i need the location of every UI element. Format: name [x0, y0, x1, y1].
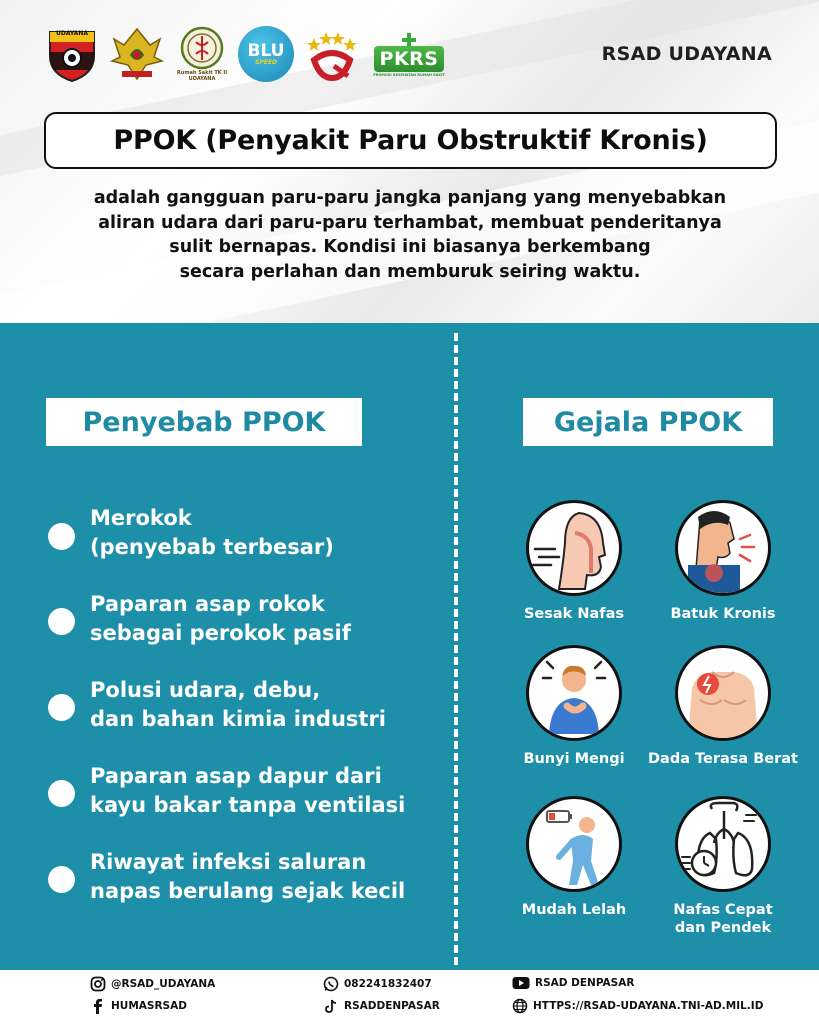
cause-line: (penyebab terbesar): [90, 535, 334, 559]
symptom-label: Bunyi Mengi: [523, 751, 625, 767]
whatsapp-icon: [323, 976, 339, 992]
intro-text: [40, 186, 780, 284]
symptom-label: Nafas Cepat: [673, 902, 773, 918]
lungs-stopwatch-icon: [675, 796, 771, 892]
cause-line: sebagai perokok pasif: [90, 621, 351, 645]
cause-item: [48, 762, 448, 822]
chest-pain-icon: [675, 645, 771, 741]
bullet-dot: [48, 608, 75, 635]
cause-line: napas berulang sejak kecil: [90, 879, 406, 903]
page-title: PPOK (Penyakit Paru Obstruktif Kronis): [113, 125, 708, 156]
instagram-handle: @RSAD_UDAYANA: [111, 978, 216, 990]
bullet-dot: [48, 523, 75, 550]
symptom-label: Sesak Nafas: [523, 606, 625, 622]
pkrs-logo: [370, 25, 448, 83]
footer-instagram[interactable]: [90, 976, 215, 992]
symptom-item: [489, 796, 659, 919]
bullet-dot: [48, 694, 75, 721]
intro-line: aliran udara dari paru-paru terhambat, membuat penderitanya: [98, 212, 722, 233]
youtube-icon: [512, 976, 530, 990]
symptom-label: Batuk Kronis: [670, 606, 776, 622]
symptom-item: [638, 796, 808, 937]
pkrs-subtext: PROMOSI KESEHATAN RUMAH SAKIT: [373, 72, 445, 77]
symptoms-heading-text: Gejala PPOK: [553, 406, 743, 438]
cause-item: [48, 590, 448, 650]
intro-line: secara perlahan dan memburuk seiring waktu.: [179, 261, 641, 282]
army-emblem-logo: [108, 25, 166, 83]
intro-line: sulit bernapas. Kondisi ini biasanya berkembang: [169, 237, 651, 257]
cause-line: Paparan asap rokok: [90, 592, 325, 616]
causes-heading: [46, 398, 362, 446]
coughing-icon: [675, 500, 771, 596]
symptom-item: [489, 500, 659, 623]
website-url: HTTPS://RSAD-UDAYANA.TNI-AD.MIL.ID: [533, 1000, 764, 1012]
instagram-icon: [90, 976, 106, 992]
blu-speed-logo: [238, 26, 294, 82]
footer-youtube[interactable]: [512, 976, 634, 990]
title-box: [44, 112, 777, 169]
hospital-emblem-text: Rumah Sakit TK II UDAYANA: [176, 70, 228, 82]
causes-heading-text: Penyebab PPOK: [82, 406, 326, 438]
cause-item: [48, 848, 448, 908]
blu-subtext: SPEED: [255, 58, 277, 66]
pkrs-text: PKRS: [379, 47, 439, 70]
symptom-label: Dada Terasa Berat: [648, 751, 798, 767]
cause-line: Merokok: [90, 506, 192, 530]
facebook-handle: HUMASRSAD: [111, 1000, 187, 1012]
youtube-channel: RSAD DENPASAR: [535, 977, 635, 989]
facebook-icon: [90, 998, 106, 1014]
bullet-dot: [48, 780, 75, 807]
symptoms-heading: [523, 398, 773, 446]
breathing-icon: [526, 500, 622, 596]
stars-emblem-logo: [304, 26, 360, 82]
cause-item: [48, 676, 448, 736]
brand-name: RSAD UDAYANA: [601, 43, 772, 65]
footer-facebook[interactable]: [90, 998, 187, 1014]
cause-line: dan bahan kimia industri: [90, 707, 386, 731]
udayana-shield-logo: [46, 26, 98, 82]
cause-item: [48, 504, 448, 564]
symptom-item: [489, 645, 659, 768]
udayana-shield-text: UDAYANA: [55, 30, 88, 37]
symptom-item: [638, 645, 808, 768]
bullet-dot: [48, 866, 75, 893]
logo-row: [46, 24, 448, 84]
footer-whatsapp[interactable]: [323, 976, 432, 992]
symptom-item: [638, 500, 808, 623]
footer-tiktok[interactable]: [323, 998, 440, 1014]
footer-website[interactable]: [512, 998, 763, 1014]
symptom-label: dan Pendek: [674, 920, 772, 936]
wheezing-icon: [526, 645, 622, 741]
section-divider: [454, 333, 458, 965]
intro-line: adalah gangguan paru-paru jangka panjang yang menyebabkan: [93, 188, 727, 208]
cause-line: Polusi udara, debu,: [90, 678, 321, 702]
cause-line: Riwayat infeksi saluran: [90, 850, 367, 874]
symptom-label: Mudah Lelah: [521, 902, 627, 918]
tiktok-handle: RSADDENPASAR: [344, 1000, 440, 1012]
whatsapp-number: 082241832407: [344, 978, 432, 990]
tired-icon: [526, 796, 622, 892]
tiktok-icon: [323, 998, 339, 1014]
globe-icon: [512, 998, 528, 1014]
cause-line: kayu bakar tanpa ventilasi: [90, 793, 406, 817]
cause-line: Paparan asap dapur dari: [90, 764, 382, 788]
blu-text: BLU: [247, 40, 285, 61]
hospital-emblem-logo: [176, 23, 228, 85]
